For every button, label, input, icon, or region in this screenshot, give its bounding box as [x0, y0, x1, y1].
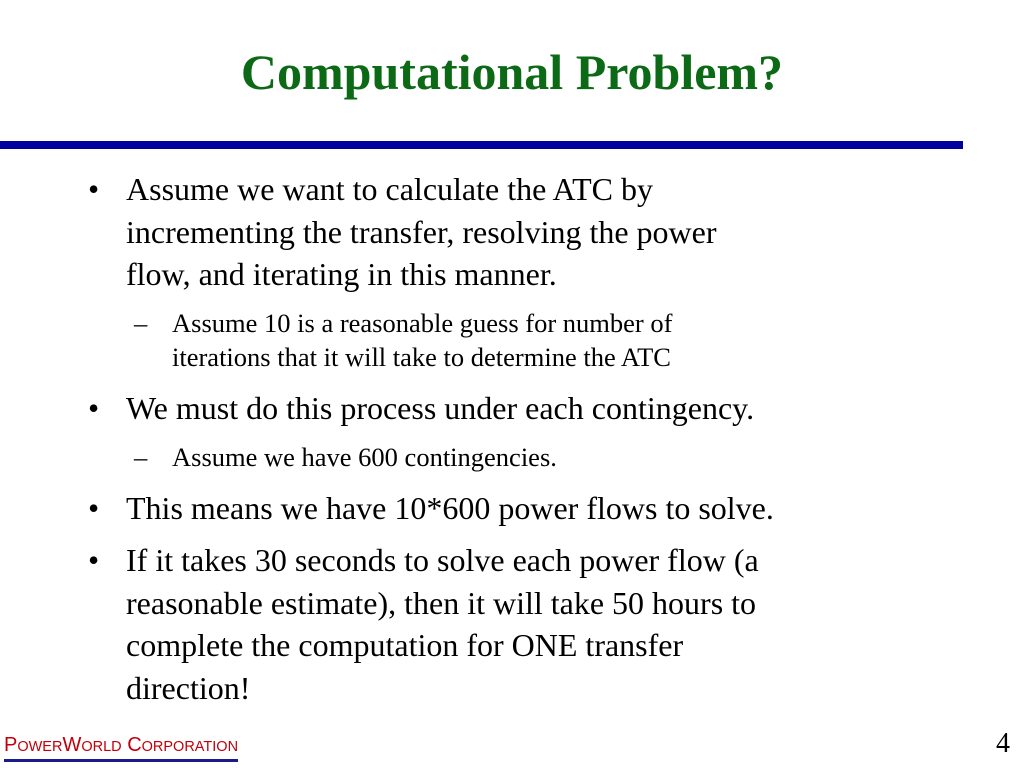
sub-bullet-2-1: [172, 440, 932, 474]
logo-cap-3: C: [121, 734, 142, 756]
bullet-marker: •: [88, 390, 100, 426]
bullet-4-line-4: direction!: [126, 669, 251, 706]
logo-rest-1: OWER: [17, 739, 63, 755]
bullet-4: [126, 539, 966, 709]
bullet-marker: •: [88, 542, 100, 578]
sub-bullet-1-1-line-2: iterations that it will take to determine the ATC: [172, 342, 671, 372]
sub-bullet-marker: –: [134, 442, 148, 472]
bullet-2: [126, 387, 966, 430]
logo-cap-2: W: [62, 734, 82, 756]
bullet-marker: •: [88, 490, 100, 526]
bullet-1-line-2: incrementing the transfer, resolving the power: [126, 213, 717, 250]
bullet-marker: •: [88, 171, 100, 207]
bullet-4-line-1: If it takes 30 seconds to solve each power flow (a: [126, 542, 759, 578]
bullet-4-line-3: complete the computation for ONE transfer: [126, 627, 684, 663]
bullet-3-line-1: This means we have 10*600 power flows to solve.: [126, 490, 774, 526]
bullet-1-line-3: flow, and iterating in this manner.: [126, 256, 557, 292]
bullet-4-line-2: reasonable estimate), then it will take 50 hours to: [126, 584, 757, 621]
logo-rest-3: ORPORATION: [141, 739, 239, 755]
bullet-2-line-1: We must do this process under each contingency.: [126, 390, 755, 426]
bullet-1-line-1: Assume we want to calculate the ATC by: [126, 171, 653, 207]
logo-rest-2: ORLD: [81, 739, 122, 755]
logo-cap-1: P: [4, 734, 18, 756]
sub-bullet-1-1: [172, 306, 932, 374]
bullet-1: [126, 168, 966, 296]
sub-bullet-1-1-line-1: Assume 10 is a reasonable guess for number of: [172, 308, 673, 338]
slide-title: Computational Problem?: [240, 44, 784, 100]
powerworld-logo: [4, 733, 238, 762]
sub-bullet-2-1-line-1: Assume we have 600 contingencies.: [172, 442, 557, 472]
sub-bullet-marker: –: [134, 308, 148, 338]
title-divider: [0, 141, 963, 149]
bullet-3: [126, 487, 966, 530]
page-number: 4: [996, 728, 1010, 759]
